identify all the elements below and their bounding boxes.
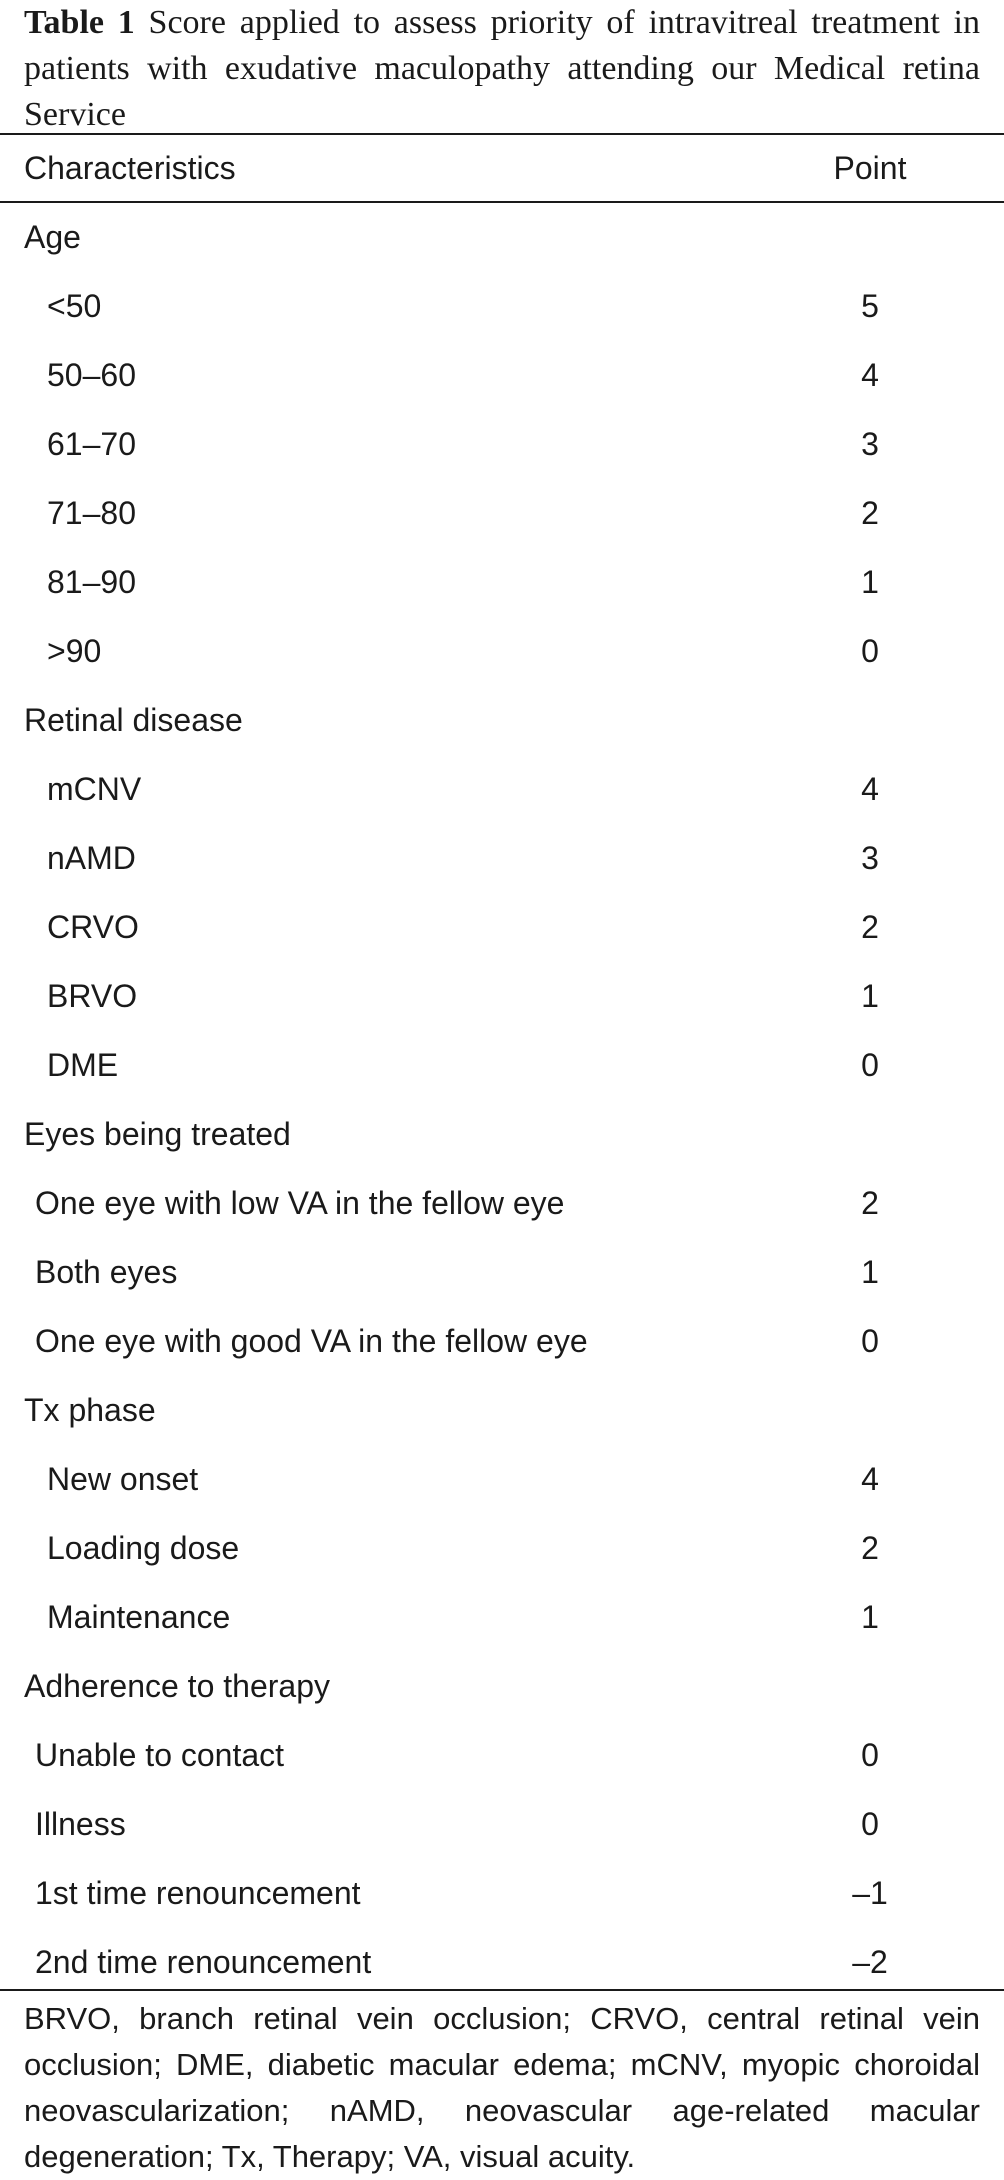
table-row bbox=[0, 1721, 1004, 1790]
header-point: Point bbox=[833, 150, 907, 186]
characteristic-cell: nAMD bbox=[47, 840, 136, 876]
table-caption bbox=[24, 0, 980, 138]
point-cell: 5 bbox=[861, 288, 879, 324]
table-row bbox=[0, 1859, 1004, 1928]
table-row bbox=[0, 1169, 1004, 1238]
table-caption-label: Table 1 bbox=[24, 4, 135, 41]
characteristic-cell: Both eyes bbox=[35, 1254, 178, 1290]
point-cell: 4 bbox=[861, 771, 879, 807]
table-row bbox=[0, 410, 1004, 479]
point-cell: 3 bbox=[861, 426, 879, 462]
characteristic-cell: BRVO bbox=[47, 978, 138, 1014]
table-row bbox=[0, 617, 1004, 686]
characteristic-cell: Adherence to therapy bbox=[24, 1668, 330, 1704]
point-cell: 4 bbox=[861, 1461, 879, 1497]
characteristic-cell: >90 bbox=[47, 633, 102, 669]
table-row bbox=[0, 1790, 1004, 1859]
table-row bbox=[0, 824, 1004, 893]
table-body bbox=[0, 203, 1004, 1997]
table-caption-text: Score applied to assess priority of intravitreal treatment in patients with exudative maculopathy attending our Medical retina Service bbox=[24, 4, 980, 133]
characteristic-cell: Age bbox=[24, 219, 81, 255]
characteristic-cell: 50–60 bbox=[47, 357, 136, 393]
table-bottom-rule bbox=[0, 1989, 1004, 1991]
characteristic-cell: CRVO bbox=[47, 909, 139, 945]
characteristic-cell: Unable to contact bbox=[35, 1737, 285, 1773]
characteristic-cell: Tx phase bbox=[24, 1392, 156, 1428]
table-section-row bbox=[0, 1652, 1004, 1721]
point-cell: 2 bbox=[861, 495, 879, 531]
characteristic-cell: 61–70 bbox=[47, 426, 136, 462]
point-cell: 2 bbox=[861, 1530, 879, 1566]
table-row bbox=[0, 272, 1004, 341]
characteristic-cell: New onset bbox=[47, 1461, 199, 1497]
table-footnote: BRVO, branch retinal vein occlusion; CRVO, central retinal vein occlusion; DME, diabetic macular edema; mCNV, myopic choroidal neovascularization; nAMD, neovascular age-related macular degeneration; Tx, Therapy; VA, visual acuity. bbox=[24, 2001, 980, 2174]
point-cell: 1 bbox=[861, 564, 879, 600]
characteristic-cell: DME bbox=[47, 1047, 119, 1083]
characteristic-cell: Retinal disease bbox=[24, 702, 243, 738]
point-cell: 0 bbox=[861, 1047, 879, 1083]
table-row bbox=[0, 893, 1004, 962]
characteristic-cell: Maintenance bbox=[47, 1599, 231, 1635]
table-row bbox=[0, 1583, 1004, 1652]
table-row bbox=[0, 1445, 1004, 1514]
point-cell: –1 bbox=[852, 1875, 888, 1911]
point-cell: 4 bbox=[861, 357, 879, 393]
characteristic-cell: <50 bbox=[47, 288, 102, 324]
table-section-row bbox=[0, 1100, 1004, 1169]
characteristic-cell: Loading dose bbox=[47, 1530, 240, 1566]
header-characteristics: Characteristics bbox=[24, 150, 236, 186]
point-cell: 1 bbox=[861, 978, 879, 1014]
table-row bbox=[0, 755, 1004, 824]
characteristic-cell: Illness bbox=[35, 1806, 126, 1842]
characteristic-cell: 1st time renouncement bbox=[35, 1875, 361, 1911]
table-row bbox=[0, 1238, 1004, 1307]
characteristic-cell: One eye with low VA in the fellow eye bbox=[35, 1185, 565, 1221]
point-cell: 2 bbox=[861, 1185, 879, 1221]
table-section-row bbox=[0, 1376, 1004, 1445]
table-row bbox=[0, 341, 1004, 410]
point-cell: 0 bbox=[861, 1806, 879, 1842]
table-section-row bbox=[0, 203, 1004, 272]
table-row bbox=[0, 1928, 1004, 1997]
characteristic-cell: 71–80 bbox=[47, 495, 136, 531]
table-row bbox=[0, 1307, 1004, 1376]
table-row bbox=[0, 1514, 1004, 1583]
point-cell: 0 bbox=[861, 1737, 879, 1773]
table-row bbox=[0, 962, 1004, 1031]
table-top-rule bbox=[0, 133, 1004, 135]
characteristic-cell: 2nd time renouncement bbox=[35, 1944, 372, 1980]
table-row bbox=[0, 1031, 1004, 1100]
table-row bbox=[0, 548, 1004, 617]
point-cell: 0 bbox=[861, 633, 879, 669]
characteristic-cell: Eyes being treated bbox=[24, 1116, 291, 1152]
point-cell: 3 bbox=[861, 840, 879, 876]
point-cell: 0 bbox=[861, 1323, 879, 1359]
characteristic-cell: mCNV bbox=[47, 771, 142, 807]
table-section-row bbox=[0, 686, 1004, 755]
table-row bbox=[0, 479, 1004, 548]
point-cell: 1 bbox=[861, 1599, 879, 1635]
point-cell: –2 bbox=[852, 1944, 888, 1980]
point-cell: 1 bbox=[861, 1254, 879, 1290]
characteristic-cell: One eye with good VA in the fellow eye bbox=[35, 1323, 588, 1359]
characteristic-cell: 81–90 bbox=[47, 564, 136, 600]
point-cell: 2 bbox=[861, 909, 879, 945]
